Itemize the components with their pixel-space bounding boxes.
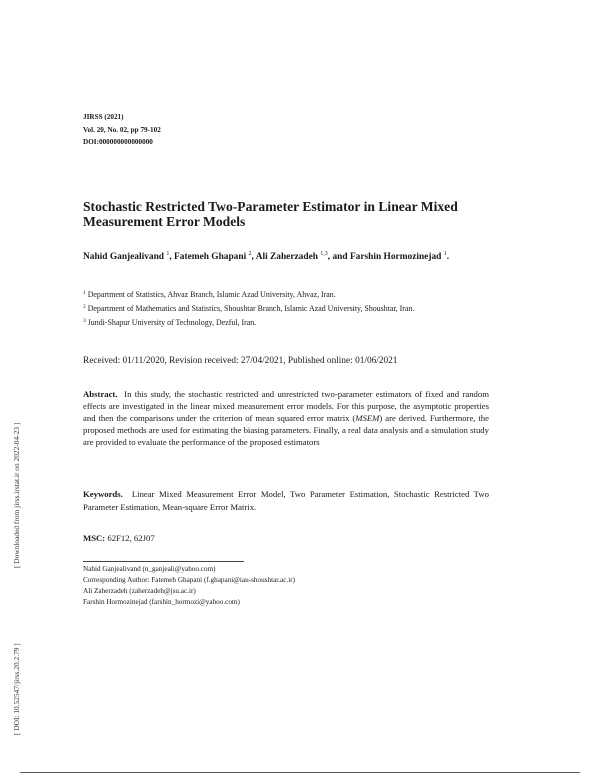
author-name: Fatemeh Ghapani [174,252,247,262]
abstract-text-part1: In this study, the stochastic restricted and unrestricted two-parameter estimators of fixed and random effects are investigated in the linear mixed measurement error models. For this purpose, the asymptotic properties and then the comparisons under the criterion of mean squared error matrix ( [83,389,489,423]
abstract-text-part2: ) are derived. Furthermore, the proposed methods are used for estimating the biasing parameters. Finally, a real data analysis and a simulation study are provided to evaluate the performance of the proposed estimators [83,412,489,447]
affiliation-item [83,317,493,330]
bottom-divider [20,772,580,773]
author-separator: . [446,252,450,262]
msc-codes: 62F12, 62J07 [107,533,155,543]
sidebar-doi-stamp: [ DOI: 10.52547/jirss.20.2.79 ] [12,643,21,735]
author-separator: , and [327,252,350,262]
affiliation-sup: 2 [83,304,86,311]
journal-volume: Vol. 20, No. 02, pp 79-102 [83,125,161,134]
affiliation-text: Department of Mathematics and Statistics, Shoushtar Branch, Islamic Azad University, Shoushtar, Iran. [87,304,415,314]
affiliation-sup: 3 [83,318,86,325]
author-separator: , [169,252,175,262]
footnote-item: Nahid Ganjealivand (n_ganjeali@yahoo.com) [83,565,216,573]
received-dates: Received: 01/11/2020, Revision received: 27/04/2021, Published online: 01/06/2021 [83,356,398,366]
footnote-item: Farshin Hormozinejad (farshin_hormozi@yahoo.com) [83,598,240,606]
affiliation-text: Department of Statistics, Ahvaz Branch, Islamic Azad University, Ahvaz, Iran. [87,290,336,299]
journal-doi: DOI:000000000000000 [83,138,153,147]
footnote-item: Ali Zaherzadeh (zaherzadeh@jsu.ac.ir) [83,587,196,595]
paper-title: Stochastic Restricted Two-Parameter Estimator in Linear Mixed Measurement Error Models [83,199,458,229]
footnotes [83,564,295,608]
author-name: Nahid Ganjealivand [83,252,165,262]
journal-name: JIRSS (2021) [83,113,124,121]
affiliation-list [83,289,493,331]
affiliation-sup: 1 [83,290,86,296]
msc-classification [83,532,155,544]
author-affil-sup: 2 [248,251,252,257]
footnote-divider [83,561,244,562]
abstract-label: Abstract. [83,389,118,399]
author-list [83,250,503,265]
abstract [83,389,489,449]
affiliation-text: Jundi-Shapur University of Technology, Dezful, Iran. [87,318,257,328]
author-affil-sup: 1 [166,251,170,257]
keywords-label: Keywords. [83,489,123,499]
author-affil-sup: 1,3 [320,251,328,257]
keywords-text: Linear Mixed Measurement Error Model, Two Parameter Estimation, Stochastic Restricted Two Parameter Estimation, Mean-square Error Matrix. [83,489,489,512]
sidebar-download-stamp: [ Downloaded from jirss.irstat.ir on 2022-04-23 ] [12,422,21,568]
author-name: Ali Zaherzadeh [255,252,318,262]
msc-label: MSC: [83,533,106,543]
journal-header [83,111,161,149]
author-separator: , [251,252,256,262]
keywords [83,488,489,513]
abstract-emphasis: MSEM [355,412,380,423]
footnote-item: Corresponding Author: Fatemeh Ghapani (f.ghapani@iau-shoushtar.ac.ir) [83,576,296,584]
affiliation-item [83,289,493,302]
author-name: Farshin Hormozinejad [349,252,442,262]
affiliation-item [83,303,493,316]
author-affil-sup: 1 [443,251,447,257]
